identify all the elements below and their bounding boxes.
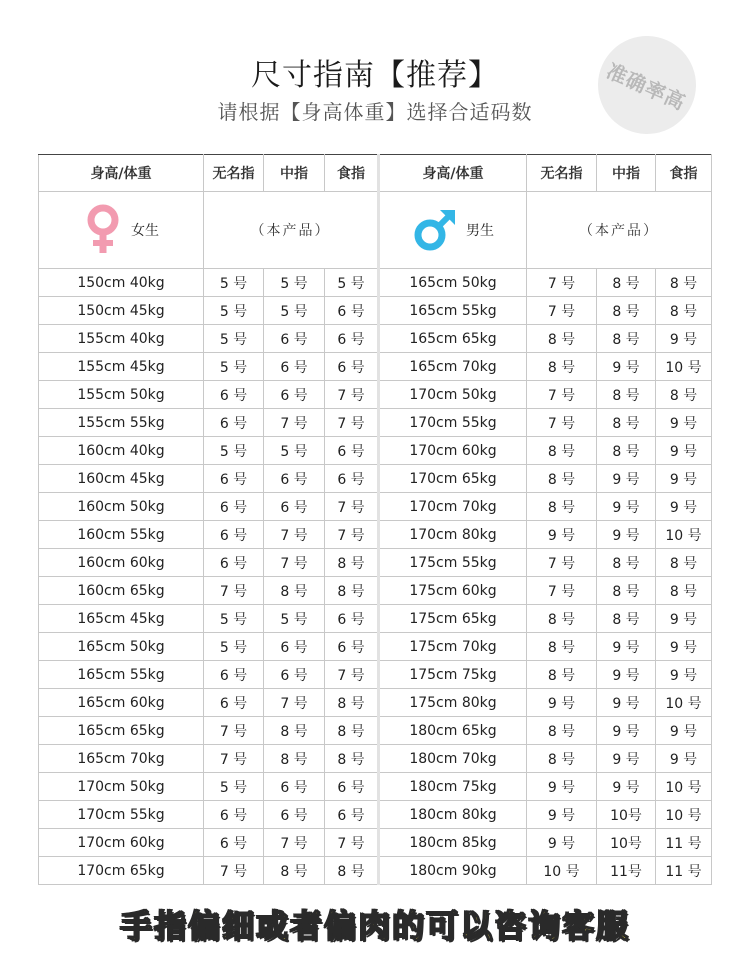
- size-cell: 9 号: [656, 465, 712, 493]
- height-weight-cell: 155cm 55kg: [39, 409, 204, 437]
- size-cell: 6 号: [204, 829, 264, 857]
- size-cell: 7 号: [527, 269, 597, 297]
- page-subtitle: 请根据【身高体重】选择合适码数: [217, 100, 533, 124]
- size-cell: 6 号: [325, 773, 379, 801]
- height-weight-cell: 170cm 60kg: [379, 437, 527, 465]
- size-cell: 7 号: [264, 549, 325, 577]
- size-cell: 8 号: [597, 605, 656, 633]
- size-cell: 5 号: [204, 353, 264, 381]
- size-cell: 8 号: [527, 605, 597, 633]
- size-cell: 8 号: [325, 689, 379, 717]
- height-weight-cell: 170cm 65kg: [39, 857, 204, 885]
- size-cell: 10 号: [656, 801, 712, 829]
- table-header-row: [39, 155, 712, 192]
- size-cell: 8 号: [597, 409, 656, 437]
- size-cell: 6 号: [264, 633, 325, 661]
- size-cell: 10 号: [527, 857, 597, 885]
- size-cell: 8 号: [527, 717, 597, 745]
- size-cell: 8 号: [656, 381, 712, 409]
- height-weight-cell: 170cm 55kg: [39, 801, 204, 829]
- height-weight-cell: 155cm 40kg: [39, 325, 204, 353]
- height-weight-cell: 155cm 45kg: [39, 353, 204, 381]
- height-weight-cell: 165cm 70kg: [379, 353, 527, 381]
- size-cell: 7 号: [325, 521, 379, 549]
- height-weight-cell: 165cm 55kg: [39, 661, 204, 689]
- size-cell: 10号: [597, 829, 656, 857]
- size-cell: 9 号: [656, 437, 712, 465]
- size-cell: 8 号: [264, 745, 325, 773]
- size-cell: 10 号: [656, 521, 712, 549]
- size-cell: 9 号: [527, 829, 597, 857]
- height-weight-cell: 170cm 65kg: [379, 465, 527, 493]
- height-weight-cell: 160cm 40kg: [39, 437, 204, 465]
- size-cell: 11 号: [656, 829, 712, 857]
- height-weight-cell: 175cm 80kg: [379, 689, 527, 717]
- size-cell: 7 号: [204, 745, 264, 773]
- size-cell: 9 号: [597, 521, 656, 549]
- size-cell: 6 号: [204, 801, 264, 829]
- size-cell: 7 号: [264, 829, 325, 857]
- size-cell: 6 号: [325, 465, 379, 493]
- size-cell: 8 号: [527, 353, 597, 381]
- size-cell: 9 号: [656, 661, 712, 689]
- size-cell: 7 号: [264, 689, 325, 717]
- height-weight-cell: 165cm 70kg: [39, 745, 204, 773]
- size-cell: 9 号: [656, 605, 712, 633]
- height-weight-cell: 160cm 60kg: [39, 549, 204, 577]
- size-cell: 9 号: [597, 689, 656, 717]
- size-cell: 6 号: [325, 437, 379, 465]
- male-label: 男生: [466, 223, 494, 239]
- size-cell: 8 号: [325, 717, 379, 745]
- size-cell: 6 号: [204, 521, 264, 549]
- size-cell: 7 号: [325, 493, 379, 521]
- size-cell: 8 号: [597, 577, 656, 605]
- size-cell: 7 号: [527, 549, 597, 577]
- height-weight-cell: 180cm 75kg: [379, 773, 527, 801]
- size-cell: 11号: [597, 857, 656, 885]
- size-guide-table: [38, 154, 712, 885]
- size-cell: 8 号: [656, 297, 712, 325]
- size-cell: 6 号: [204, 661, 264, 689]
- size-cell: 8 号: [527, 493, 597, 521]
- size-cell: 9 号: [597, 745, 656, 773]
- size-cell: 8 号: [656, 577, 712, 605]
- male-cell: [379, 192, 527, 269]
- table-row: [39, 633, 712, 661]
- size-cell: 9 号: [656, 717, 712, 745]
- size-cell: 6 号: [204, 409, 264, 437]
- size-cell: 8 号: [527, 745, 597, 773]
- size-cell: 5 号: [204, 773, 264, 801]
- height-weight-cell: 180cm 70kg: [379, 745, 527, 773]
- table-row: [39, 801, 712, 829]
- size-cell: 10 号: [656, 689, 712, 717]
- col-header: 中指: [597, 155, 656, 192]
- size-cell: 8 号: [597, 381, 656, 409]
- table-row: [39, 353, 712, 381]
- size-cell: 10 号: [656, 773, 712, 801]
- female-label: 女生: [131, 223, 159, 239]
- size-cell: 8 号: [325, 745, 379, 773]
- table-row: [39, 605, 712, 633]
- size-cell: 5 号: [264, 297, 325, 325]
- size-cell: 8 号: [597, 297, 656, 325]
- height-weight-cell: 160cm 50kg: [39, 493, 204, 521]
- size-cell: 9 号: [656, 325, 712, 353]
- col-header: 无名指: [527, 155, 597, 192]
- size-cell: 9 号: [527, 521, 597, 549]
- table-row: [39, 521, 712, 549]
- size-cell: 6 号: [325, 633, 379, 661]
- size-cell: 7 号: [527, 409, 597, 437]
- table-row: [39, 381, 712, 409]
- size-cell: 8 号: [527, 661, 597, 689]
- size-cell: 5 号: [204, 633, 264, 661]
- size-cell: 8 号: [264, 717, 325, 745]
- size-cell: 5 号: [204, 297, 264, 325]
- size-cell: 7 号: [204, 857, 264, 885]
- height-weight-cell: 180cm 85kg: [379, 829, 527, 857]
- size-cell: 6 号: [325, 325, 379, 353]
- height-weight-cell: 160cm 45kg: [39, 465, 204, 493]
- height-weight-cell: 170cm 50kg: [39, 773, 204, 801]
- size-cell: 8 号: [325, 577, 379, 605]
- size-cell: 9 号: [527, 801, 597, 829]
- footer-caption: 手指偏细或者偏肉的可以咨询客服: [119, 907, 630, 945]
- table-row: [39, 465, 712, 493]
- size-cell: 6 号: [264, 353, 325, 381]
- size-cell: 5 号: [204, 605, 264, 633]
- size-cell: 6 号: [264, 325, 325, 353]
- size-cell: 9 号: [597, 353, 656, 381]
- table-row: [39, 437, 712, 465]
- size-cell: 7 号: [325, 381, 379, 409]
- size-cell: 7 号: [204, 577, 264, 605]
- male-product-label: （本产品）: [579, 223, 659, 239]
- height-weight-cell: 150cm 40kg: [39, 269, 204, 297]
- size-cell: 7 号: [527, 381, 597, 409]
- size-cell: 8 号: [656, 269, 712, 297]
- size-cell: 8 号: [527, 633, 597, 661]
- size-cell: 10号: [597, 801, 656, 829]
- size-cell: 5 号: [264, 605, 325, 633]
- size-cell: 6 号: [325, 801, 379, 829]
- female-symbol-icon: [83, 203, 123, 257]
- size-cell: 7 号: [325, 661, 379, 689]
- size-cell: 6 号: [264, 801, 325, 829]
- table-row: [39, 269, 712, 297]
- size-cell: 9 号: [527, 773, 597, 801]
- table-row: [39, 325, 712, 353]
- page-title: 尺寸指南【推荐】: [251, 58, 499, 93]
- height-weight-cell: 175cm 55kg: [379, 549, 527, 577]
- size-cell: 6 号: [204, 381, 264, 409]
- size-cell: 6 号: [204, 493, 264, 521]
- size-cell: 8 号: [325, 857, 379, 885]
- male-product-cell: [527, 192, 712, 269]
- size-cell: 7 号: [325, 829, 379, 857]
- height-weight-cell: 155cm 50kg: [39, 381, 204, 409]
- height-weight-cell: 165cm 60kg: [39, 689, 204, 717]
- col-header: 中指: [264, 155, 325, 192]
- size-cell: 7 号: [264, 409, 325, 437]
- height-weight-cell: 165cm 50kg: [39, 633, 204, 661]
- height-weight-cell: 160cm 55kg: [39, 521, 204, 549]
- height-weight-cell: 170cm 50kg: [379, 381, 527, 409]
- size-cell: 9 号: [597, 717, 656, 745]
- female-cell: [39, 192, 204, 269]
- size-cell: 9 号: [597, 493, 656, 521]
- size-cell: 11 号: [656, 857, 712, 885]
- size-cell: 5 号: [325, 269, 379, 297]
- size-cell: 5 号: [264, 269, 325, 297]
- size-cell: 5 号: [204, 437, 264, 465]
- height-weight-cell: 150cm 45kg: [39, 297, 204, 325]
- size-cell: 6 号: [204, 465, 264, 493]
- table-row: [39, 577, 712, 605]
- height-weight-cell: 180cm 90kg: [379, 857, 527, 885]
- height-weight-cell: 170cm 70kg: [379, 493, 527, 521]
- col-header: 身高/体重: [39, 155, 204, 192]
- size-cell: 9 号: [597, 773, 656, 801]
- size-cell: 8 号: [264, 857, 325, 885]
- height-weight-cell: 175cm 60kg: [379, 577, 527, 605]
- size-cell: 6 号: [264, 773, 325, 801]
- height-weight-cell: 170cm 60kg: [39, 829, 204, 857]
- height-weight-cell: 180cm 80kg: [379, 801, 527, 829]
- table-row: [39, 493, 712, 521]
- table-row: [39, 857, 712, 885]
- size-cell: 6 号: [325, 605, 379, 633]
- size-cell: 5 号: [204, 269, 264, 297]
- col-header: 食指: [656, 155, 712, 192]
- size-cell: 8 号: [597, 269, 656, 297]
- size-cell: 7 号: [527, 577, 597, 605]
- height-weight-cell: 175cm 75kg: [379, 661, 527, 689]
- height-weight-cell: 165cm 65kg: [39, 717, 204, 745]
- table-row: [39, 689, 712, 717]
- height-weight-cell: 160cm 65kg: [39, 577, 204, 605]
- height-weight-cell: 170cm 55kg: [379, 409, 527, 437]
- size-cell: 6 号: [264, 381, 325, 409]
- table-row: [39, 549, 712, 577]
- height-weight-cell: 165cm 45kg: [39, 605, 204, 633]
- size-cell: 6 号: [325, 353, 379, 381]
- size-cell: 8 号: [597, 325, 656, 353]
- size-cell: 6 号: [204, 689, 264, 717]
- size-cell: 5 号: [264, 437, 325, 465]
- table-row: [39, 717, 712, 745]
- size-cell: 9 号: [527, 689, 597, 717]
- size-cell: 6 号: [264, 493, 325, 521]
- size-cell: 9 号: [656, 409, 712, 437]
- size-cell: 7 号: [204, 717, 264, 745]
- size-cell: 8 号: [527, 437, 597, 465]
- table-row: [39, 829, 712, 857]
- col-header: 身高/体重: [379, 155, 527, 192]
- size-cell: 7 号: [325, 409, 379, 437]
- size-cell: 8 号: [325, 549, 379, 577]
- table-row: [39, 409, 712, 437]
- table-row: [39, 773, 712, 801]
- size-cell: 5 号: [204, 325, 264, 353]
- height-weight-cell: 165cm 65kg: [379, 325, 527, 353]
- size-cell: 8 号: [264, 577, 325, 605]
- stamp-text: 准确率高: [603, 58, 690, 115]
- size-cell: 9 号: [656, 633, 712, 661]
- height-weight-cell: 175cm 65kg: [379, 605, 527, 633]
- female-product-cell: [204, 192, 379, 269]
- male-symbol-icon: [412, 207, 458, 253]
- accuracy-stamp: [582, 20, 711, 149]
- size-cell: 6 号: [204, 549, 264, 577]
- height-weight-cell: 175cm 70kg: [379, 633, 527, 661]
- size-cell: 8 号: [527, 465, 597, 493]
- size-cell: 6 号: [325, 297, 379, 325]
- height-weight-cell: 165cm 50kg: [379, 269, 527, 297]
- size-cell: 7 号: [527, 297, 597, 325]
- female-product-label: （本产品）: [250, 223, 331, 239]
- size-cell: 7 号: [264, 521, 325, 549]
- size-cell: 8 号: [597, 549, 656, 577]
- size-cell: 8 号: [597, 437, 656, 465]
- size-cell: 8 号: [656, 549, 712, 577]
- gender-row: [39, 192, 712, 269]
- table-row: [39, 297, 712, 325]
- size-cell: 9 号: [597, 661, 656, 689]
- size-cell: 9 号: [656, 493, 712, 521]
- height-weight-cell: 170cm 80kg: [379, 521, 527, 549]
- size-cell: 9 号: [597, 633, 656, 661]
- col-header: 无名指: [204, 155, 264, 192]
- size-cell: 10 号: [656, 353, 712, 381]
- height-weight-cell: 165cm 55kg: [379, 297, 527, 325]
- size-cell: 8 号: [527, 325, 597, 353]
- table-row: [39, 661, 712, 689]
- size-cell: 6 号: [264, 465, 325, 493]
- size-cell: 9 号: [597, 465, 656, 493]
- height-weight-cell: 180cm 65kg: [379, 717, 527, 745]
- table-row: [39, 745, 712, 773]
- size-cell: 6 号: [264, 661, 325, 689]
- size-cell: 9 号: [656, 745, 712, 773]
- col-header: 食指: [325, 155, 379, 192]
